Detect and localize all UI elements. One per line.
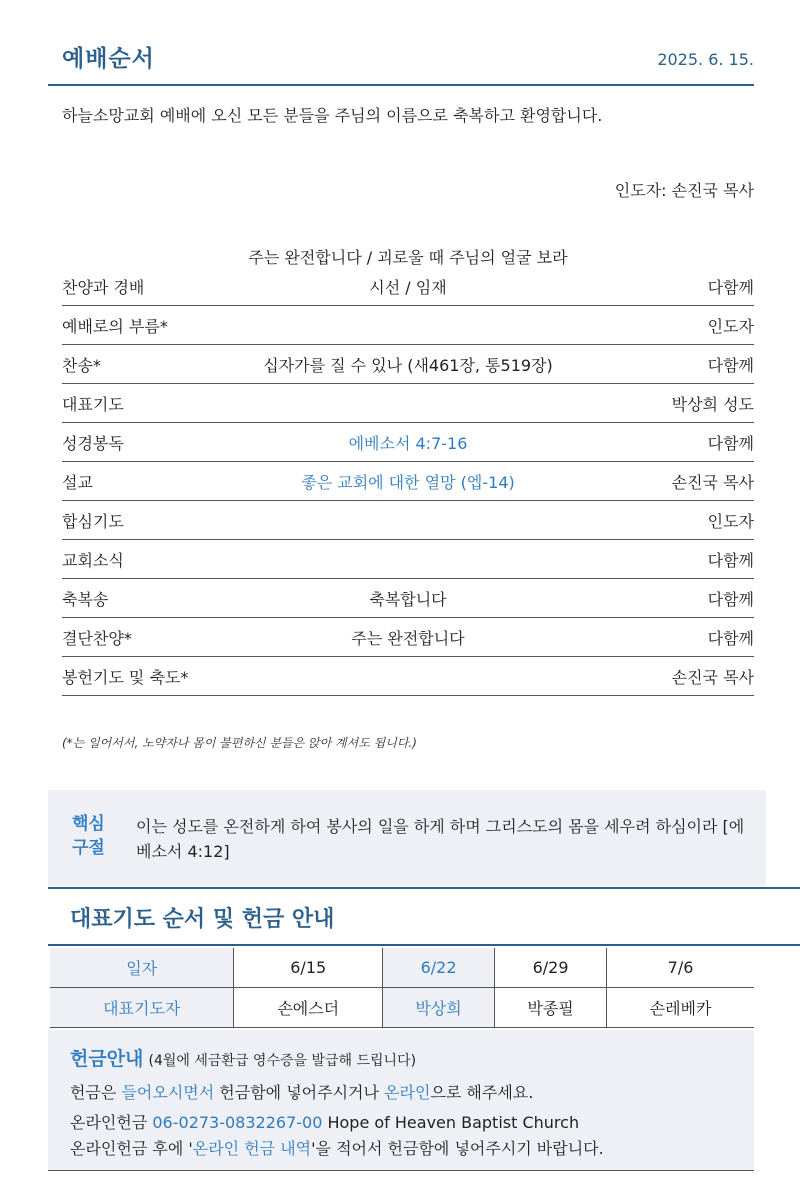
welcome-text: 하늘소망교회 예배에 오신 모든 분들을 주님의 이름으로 축복하고 환영합니다. <box>62 106 603 125</box>
offering-text: 헌금은 <box>70 1083 122 1102</box>
section-divider <box>48 944 800 946</box>
key-verse-label-line1: 핵심 <box>72 814 105 834</box>
order-right: 다함께 <box>707 590 754 609</box>
key-verse-box <box>48 790 766 886</box>
order-row <box>62 501 754 540</box>
table-cell: 일자 <box>50 948 234 988</box>
table-cell: 6/29 <box>495 948 607 988</box>
order-middle: 주는 완전합니다 <box>351 629 465 648</box>
order-right: 손진국 목사 <box>671 473 754 492</box>
offering-line-3 <box>70 1136 604 1159</box>
table-cell: 6/15 <box>234 948 383 988</box>
order-label: 합심기도 <box>62 512 124 531</box>
page-title: 예배순서 <box>62 46 155 72</box>
table-cell: 손에스더 <box>234 988 383 1028</box>
table-cell: 대표기도자 <box>50 988 234 1028</box>
offering-highlight: 온라인 <box>384 1083 431 1102</box>
account-number: 06-0273-0832267-00 <box>152 1113 323 1132</box>
table-cell: 6/22 <box>383 948 495 988</box>
table-row <box>50 988 754 1028</box>
offering-header <box>70 1044 416 1071</box>
order-label: 교회소식 <box>62 551 124 570</box>
prayer-section-title: 대표기도 순서 및 헌금 안내 <box>70 907 335 932</box>
offering-text: 온라인헌금 <box>70 1113 153 1132</box>
order-label: 설교 <box>62 473 93 492</box>
order-label: 결단찬양* <box>62 629 132 648</box>
page-header <box>62 38 754 78</box>
offering-text: 헌금함에 넣어주시거나 <box>214 1083 385 1102</box>
table-cell: 박상희 <box>383 988 495 1028</box>
order-right: 다함께 <box>707 629 754 648</box>
offering-subtitle: (4월에 세금환급 영수증을 발급해 드립니다) <box>148 1053 417 1069</box>
offering-text: '을 적어서 헌금함에 넣어주시기 바랍니다. <box>311 1139 604 1158</box>
header-divider <box>48 84 754 86</box>
order-middle: 십자가를 질 수 있나 (새461장, 통519장) <box>263 356 553 375</box>
order-label: 성경봉독 <box>62 434 124 453</box>
order-middle: 시선 / 임재 <box>369 278 447 297</box>
order-row <box>62 245 754 306</box>
sermon-title: 좋은 교회에 대한 열망 (엡-14) <box>301 473 515 492</box>
order-right: 다함께 <box>707 434 754 453</box>
table-cell: 손레베카 <box>607 988 754 1028</box>
order-label: 축복송 <box>62 590 109 609</box>
order-row <box>62 345 754 384</box>
section-divider <box>48 887 800 889</box>
order-label: 찬양과 경배 <box>62 278 145 297</box>
order-right: 인도자 <box>707 317 754 336</box>
order-middle: 축복합니다 <box>369 590 447 609</box>
order-label: 찬송* <box>62 356 101 375</box>
order-row <box>62 579 754 618</box>
key-verse-text: 이는 성도를 온전하게 하여 봉사의 일을 하게 하며 그리스도의 몸을 세우려 하심이라 [에베소서 4:12] <box>136 817 745 861</box>
scripture-reading: 에베소서 4:7-16 <box>348 434 468 453</box>
order-right: 다함께 <box>707 356 754 375</box>
offering-box <box>48 1030 754 1171</box>
order-row <box>62 384 754 423</box>
offering-text: 온라인헌금 후에 ' <box>70 1139 193 1158</box>
key-verse-label <box>72 812 116 860</box>
order-row <box>62 657 754 696</box>
order-row <box>62 423 754 462</box>
offering-text: 으로 해주세요. <box>430 1083 534 1102</box>
offering-title: 헌금안내 <box>70 1048 144 1070</box>
order-row <box>62 618 754 657</box>
table-cell: 박종필 <box>495 988 607 1028</box>
order-label: 예배로의 부름* <box>62 317 168 336</box>
account-holder: Hope of Heaven Baptist Church <box>322 1113 580 1132</box>
offering-line-1 <box>70 1080 533 1103</box>
table-cell: 7/6 <box>607 948 754 988</box>
order-right: 다함께 <box>707 551 754 570</box>
praise-songs-top: 주는 완전합니다 / 괴로울 때 주님의 얼굴 보라 <box>248 248 568 267</box>
order-right: 인도자 <box>707 512 754 531</box>
service-date: 2025. 6. 15. <box>657 50 754 69</box>
order-label: 대표기도 <box>62 395 124 414</box>
order-footnote: (*는 일어서서, 노약자나 몸이 불편하신 분들은 앉아 계셔도 됩니다.) <box>62 736 417 750</box>
offering-highlight: 온라인 헌금 내역 <box>192 1139 312 1158</box>
prayer-schedule-table <box>50 948 754 1028</box>
table-row <box>50 948 754 988</box>
service-order <box>62 245 754 696</box>
order-right: 다함께 <box>707 278 754 297</box>
order-row <box>62 462 754 501</box>
order-label: 봉헌기도 및 축도* <box>62 668 189 687</box>
offering-highlight: 들어오시면서 <box>121 1083 215 1102</box>
order-row <box>62 540 754 579</box>
order-right: 박상희 성도 <box>671 395 754 414</box>
offering-line-2 <box>70 1110 579 1133</box>
order-row <box>62 306 754 345</box>
order-right: 손진국 목사 <box>671 668 754 687</box>
leader-text: 인도자: 손진국 목사 <box>614 181 754 200</box>
key-verse-label-line2: 구절 <box>72 838 105 858</box>
